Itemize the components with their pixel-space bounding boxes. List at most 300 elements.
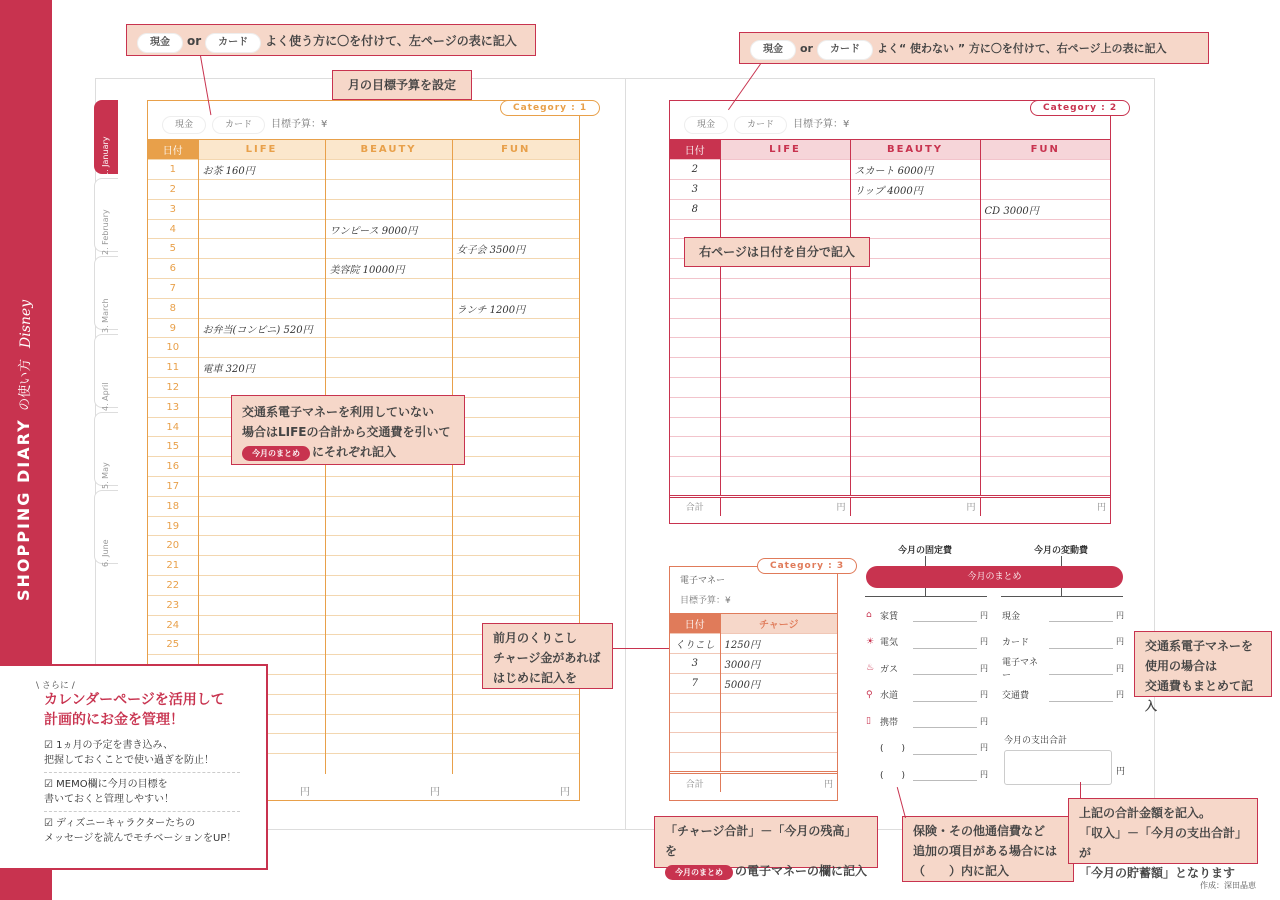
emoney-row [670,753,837,773]
right-entry-cell[interactable] [980,160,1110,180]
right-entry-cell[interactable] [720,397,850,417]
left-date-cell[interactable]: 19 [148,516,198,536]
emoney-date-cell[interactable] [670,733,720,753]
left-entry-cell[interactable] [325,338,452,358]
left-entry-cell[interactable] [325,655,452,675]
variable-cost-yen: 円 [1116,663,1124,673]
left-entry-cell[interactable] [452,417,579,437]
left-entry-cell[interactable] [325,635,452,655]
left-date-cell[interactable]: 16 [148,457,198,477]
emoney-charge-cell[interactable]: 5000円 [720,673,837,693]
right-entry-cell[interactable] [980,259,1110,279]
left-entry-cell[interactable] [325,576,452,596]
left-category-badge: Category : 1 [500,100,600,116]
left-entry-cell[interactable] [325,180,452,200]
left-entry-cell[interactable] [452,397,579,417]
right-total-yen: 円 [850,496,980,516]
left-payment-options [162,115,327,134]
left-entry-cell[interactable] [198,576,325,596]
right-entry-cell[interactable] [850,477,980,497]
left-entry-cell[interactable] [325,279,452,299]
fixed-cost-row [866,761,988,788]
left-date-cell[interactable]: 21 [148,556,198,576]
left-table-row [148,536,579,556]
variable-cost-field[interactable] [1049,635,1113,649]
left-entry-cell[interactable] [198,516,325,536]
left-date-cell[interactable]: 13 [148,397,198,417]
left-entry-cell[interactable] [452,279,579,299]
right-date-cell[interactable] [670,358,720,378]
left-entry-cell[interactable]: 美容院 10000円 [325,259,452,279]
right-entry-cell[interactable] [980,477,1110,497]
right-entry-cell[interactable] [850,279,980,299]
right-entry-cell[interactable] [980,437,1110,457]
left-entry-cell[interactable] [452,754,579,774]
left-date-cell[interactable]: 8 [148,298,198,318]
fixed-cost-label: 携帯 [880,717,899,728]
left-date-cell[interactable]: 5 [148,239,198,259]
total-expense-box[interactable] [1004,750,1112,785]
left-entry-cell[interactable] [452,199,579,219]
tab-january[interactable]: 1. January [94,100,118,174]
right-date-cell[interactable] [670,417,720,437]
right-date-cell[interactable] [670,437,720,457]
left-entry-cell[interactable] [198,239,325,259]
fixed-cost-icon: ⚲ [866,689,873,700]
variable-costs-label: 今月の変動費 [1034,546,1089,556]
emoney-total-label: 合計 [670,772,720,792]
left-entry-cell[interactable] [325,536,452,556]
right-entry-cell[interactable] [720,477,850,497]
left-entry-cell[interactable]: 電車 320円 [198,358,325,378]
fixed-cost-field[interactable] [913,688,977,702]
monthly-summary-bar: 今月のまとめ [866,566,1123,588]
fixed-cost-field[interactable] [913,767,977,781]
left-entry-cell[interactable]: ランチ 1200円 [452,298,579,318]
left-entry-cell[interactable] [452,477,579,497]
variable-cost-label: カード [1002,638,1030,649]
right-table-row [670,279,1110,299]
tips-title: カレンダーページを活用して 計画的にお金を管理！ [44,692,225,728]
right-entry-cell[interactable] [980,378,1110,398]
right-table-row [670,378,1110,398]
right-expense-table [669,139,1111,524]
right-date-cell[interactable] [670,219,720,239]
left-entry-cell[interactable] [325,199,452,219]
left-entry-cell[interactable] [198,199,325,219]
right-entry-cell[interactable] [980,457,1110,477]
left-date-cell[interactable]: 6 [148,259,198,279]
emoney-charge-cell[interactable] [720,753,837,773]
emoney-date-cell[interactable]: 7 [670,673,720,693]
left-date-cell[interactable]: 20 [148,536,198,556]
callout-transit: 交通系電子マネーを利用していない 場合はLIFEの合計から交通費を引いて 今月のまとめ にそれぞれ記入 [231,395,465,465]
right-entry-cell[interactable] [850,358,980,378]
right-entry-cell[interactable] [720,318,850,338]
left-entry-cell[interactable]: 女子会 3500円 [452,239,579,259]
left-entry-cell[interactable] [325,160,452,180]
right-table-row [670,437,1110,457]
right-date-cell[interactable] [670,477,720,497]
left-entry-cell[interactable] [452,595,579,615]
left-entry-cell[interactable] [325,477,452,497]
left-entry-cell[interactable] [198,536,325,556]
right-entry-cell[interactable] [850,457,980,477]
tip-item-1: ☑ 1ヵ月の予定を書き込み、 把握しておくことで使い過ぎを防止！ [44,734,240,773]
left-entry-cell[interactable] [452,556,579,576]
left-date-cell[interactable]: 3 [148,199,198,219]
emoney-charge-cell[interactable]: 1250円 [720,634,837,654]
fixed-cost-icon: ▯ [866,716,871,727]
right-date-cell[interactable] [670,457,720,477]
left-table-row [148,239,579,259]
left-table-row [148,318,579,338]
left-table-row [148,219,579,239]
left-entry-cell[interactable] [198,635,325,655]
right-table-row [670,457,1110,477]
right-entry-cell[interactable] [980,318,1110,338]
left-pill-card: カード [212,116,265,134]
fixed-cost-row [866,708,988,735]
left-entry-cell[interactable] [325,556,452,576]
right-entry-cell[interactable] [850,437,980,457]
right-date-cell[interactable]: 2 [670,160,720,180]
left-date-cell[interactable]: 12 [148,378,198,398]
fixed-cost-field[interactable] [913,741,977,755]
right-entry-cell[interactable] [850,378,980,398]
left-table-row [148,199,579,219]
total-expense-label: 今月の支出合計 [1004,736,1068,746]
fixed-cost-yen: 円 [980,743,988,753]
tab-april[interactable]: 4. April [94,334,118,408]
right-entry-cell[interactable] [720,457,850,477]
emoney-row [670,673,837,693]
right-entry-cell[interactable] [850,219,980,239]
fixed-cost-yen: 円 [980,663,988,673]
left-entry-cell[interactable] [325,615,452,635]
left-table-row [148,338,579,358]
left-table-row [148,298,579,318]
variable-cost-label: 現金 [1002,611,1021,622]
left-date-cell[interactable]: 11 [148,358,198,378]
right-entry-cell[interactable] [720,417,850,437]
callout-emoney: 交通系電子マネーを 使用の場合は 交通費もまとめて記入 [1134,631,1272,697]
left-date-cell[interactable]: 10 [148,338,198,358]
left-entry-cell[interactable] [325,754,452,774]
right-entry-cell[interactable] [720,279,850,299]
fixed-cost-field[interactable] [913,661,977,675]
left-date-cell[interactable]: 9 [148,318,198,338]
left-date-cell[interactable]: 22 [148,576,198,596]
left-entry-cell[interactable] [198,477,325,497]
left-entry-cell[interactable] [452,714,579,734]
emoney-charge-cell[interactable] [720,733,837,753]
left-entry-cell[interactable] [452,576,579,596]
right-total-yen: 円 [720,496,850,516]
right-date-cell[interactable]: 8 [670,199,720,219]
right-entry-cell[interactable]: スカート 6000円 [850,160,980,180]
fixed-cost-row [866,735,988,762]
left-entry-cell[interactable] [452,180,579,200]
left-th-fun: FUN [452,140,579,160]
left-entry-cell[interactable] [198,338,325,358]
left-table-row [148,496,579,516]
right-date-cell[interactable] [670,378,720,398]
variable-cost-field[interactable] [1049,661,1113,675]
variable-cost-yen: 円 [1116,637,1124,647]
right-entry-cell[interactable] [850,298,980,318]
right-entry-cell[interactable] [980,279,1110,299]
left-entry-cell[interactable] [452,259,579,279]
left-entry-cell[interactable] [198,298,325,318]
right-entry-cell[interactable] [720,219,850,239]
left-date-cell[interactable]: 2 [148,180,198,200]
callout-left-payment: 現金 or カード よく使う方に〇を付けて、左ページの表に記入 [126,24,536,56]
fixed-cost-icon: ♨ [866,663,875,674]
sidebar-title: SHOPPING DIARY の使い方 [14,358,33,601]
right-entry-cell[interactable]: リップ 4000円 [850,180,980,200]
emoney-date-cell[interactable]: くりこし [670,634,720,654]
left-entry-cell[interactable] [198,556,325,576]
left-table-row [148,516,579,536]
right-entry-cell[interactable] [850,199,980,219]
left-entry-cell[interactable] [325,734,452,754]
left-date-cell[interactable]: 23 [148,595,198,615]
tips-list [44,734,240,850]
fixed-cost-yen: 円 [980,610,988,620]
left-entry-cell[interactable] [452,160,579,180]
right-entry-cell[interactable] [720,378,850,398]
left-date-cell[interactable]: 17 [148,477,198,497]
left-entry-cell[interactable] [452,318,579,338]
right-entry-cell[interactable] [850,338,980,358]
left-yen-3: 円 [560,787,570,798]
left-entry-cell[interactable] [325,239,452,259]
right-entry-cell[interactable] [980,397,1110,417]
left-table-row [148,556,579,576]
right-pill-card: カード [734,116,787,134]
right-entry-cell[interactable] [720,180,850,200]
variable-cost-yen: 円 [1116,610,1124,620]
left-entry-cell[interactable] [452,536,579,556]
right-entry-cell[interactable] [850,417,980,437]
right-date-cell[interactable]: 3 [670,180,720,200]
callout-right-date: 右ページは日付を自分で記入 [684,237,870,267]
left-pill-cash: 現金 [162,116,206,134]
variable-cost-field[interactable] [1049,608,1113,622]
left-entry-cell[interactable] [325,516,452,536]
right-entry-cell[interactable] [720,358,850,378]
emoney-date-cell[interactable] [670,713,720,733]
tab-june[interactable]: 6. June [94,490,118,564]
callout-carryover: 前月のくりこし チャージ金があれば はじめに記入を [482,623,613,689]
emoney-row [670,634,837,654]
fixed-cost-label: 電気 [880,638,899,649]
right-date-cell[interactable] [670,397,720,417]
tab-may[interactable]: 5. May [94,412,118,486]
emoney-date-cell[interactable]: 3 [670,654,720,674]
left-entry-cell[interactable] [452,358,579,378]
fixed-cost-field[interactable] [913,608,977,622]
left-entry-cell[interactable] [325,298,452,318]
right-table-row [670,160,1110,180]
left-table-row [148,180,579,200]
right-entry-cell[interactable] [720,298,850,318]
variable-cost-yen: 円 [1116,690,1124,700]
right-entry-cell[interactable] [980,298,1110,318]
left-entry-cell[interactable] [325,358,452,378]
right-entry-cell[interactable] [980,180,1110,200]
right-entry-cell[interactable] [720,338,850,358]
variable-cost-row [1002,682,1124,709]
fixed-cost-label: 水道 [880,691,899,702]
right-entry-cell[interactable] [720,160,850,180]
emoney-charge-cell[interactable]: 3000円 [720,654,837,674]
left-entry-cell[interactable] [452,338,579,358]
left-date-cell[interactable]: 15 [148,437,198,457]
callout-charge: 「チャージ合計」－「今月の残高」を 今月のまとめ の電子マネーの欄に記入 [654,816,878,868]
fixed-costs-label: 今月の固定費 [898,546,953,556]
left-entry-cell[interactable] [198,259,325,279]
summary-pill: 今月のまとめ [242,446,310,461]
fixed-cost-label: 家賃 [880,611,899,622]
left-entry-cell[interactable] [452,457,579,477]
emoney-date-cell[interactable] [670,693,720,713]
fixed-cost-field[interactable] [913,635,977,649]
emoney-budget: 目標予算：¥ [680,596,731,606]
left-entry-cell[interactable] [198,180,325,200]
callout-target-budget: 月の目標予算を設定 [332,70,472,100]
left-entry-cell[interactable] [325,496,452,516]
left-entry-cell[interactable] [198,219,325,239]
left-entry-cell[interactable] [325,595,452,615]
diary-spine [625,78,626,830]
fixed-cost-row [866,682,988,709]
left-entry-cell[interactable] [452,734,579,754]
left-entry-cell[interactable] [198,595,325,615]
emoney-row [670,733,837,753]
emoney-row [670,654,837,674]
left-table-row [148,576,579,596]
left-date-cell[interactable]: 18 [148,496,198,516]
left-th-beauty: BEAUTY [325,140,452,160]
right-entry-cell[interactable] [980,219,1110,239]
left-entry-cell[interactable] [452,437,579,457]
right-total-row [670,496,1110,516]
right-table-row [670,397,1110,417]
right-entry-cell[interactable] [980,417,1110,437]
left-table-row [148,595,579,615]
right-date-cell[interactable] [670,279,720,299]
left-date-cell[interactable]: 1 [148,160,198,180]
right-table-row [670,358,1110,378]
fixed-cost-row [866,602,988,629]
right-budget: 目標予算：¥ [793,119,850,130]
emoney-th-date: 日付 [670,614,720,634]
tips-kicker: さらに [41,681,69,691]
left-entry-cell[interactable] [452,378,579,398]
left-entry-cell[interactable] [452,516,579,536]
left-date-cell[interactable]: 7 [148,279,198,299]
left-th-life: LIFE [198,140,325,160]
left-table-row [148,279,579,299]
left-table-row [148,477,579,497]
left-entry-cell[interactable] [452,694,579,714]
right-entry-cell[interactable] [720,199,850,219]
left-entry-cell[interactable] [325,318,452,338]
right-date-cell[interactable] [670,338,720,358]
right-entry-cell[interactable] [850,397,980,417]
tip-item-2: ☑ MEMO欄に今月の目標を 書いておくと管理しやすい！ [44,773,240,812]
right-entry-cell[interactable] [980,338,1110,358]
emoney-charge-cell[interactable] [720,693,837,713]
right-th-date: 日付 [670,140,720,160]
left-entry-cell[interactable] [198,496,325,516]
right-entry-cell[interactable] [980,239,1110,259]
pill-cash-right: 現金 [750,40,796,60]
fixed-cost-field[interactable] [913,714,977,728]
left-entry-cell[interactable]: ワンピース 9000円 [325,219,452,239]
fixed-cost-icon: ☀ [866,636,875,647]
variable-cost-row [1002,602,1124,629]
right-entry-cell[interactable]: CD 3000円 [980,199,1110,219]
right-date-cell[interactable] [670,298,720,318]
emoney-date-cell[interactable] [670,753,720,773]
fixed-cost-list [866,602,988,788]
left-date-cell[interactable]: 24 [148,615,198,635]
right-entry-cell[interactable] [720,437,850,457]
pill-cash: 現金 [137,33,183,53]
tip-item-3: ☑ ディズニーキャラクターたちの メッセージを読んでモチベーションをUP！ [44,818,237,844]
left-entry-cell[interactable] [325,714,452,734]
left-entry-cell[interactable] [325,675,452,695]
right-payment-options [684,115,849,134]
pill-card-right: カード [817,40,873,60]
right-entry-cell[interactable] [980,358,1110,378]
fixed-cost-label: ( ) [880,770,906,781]
right-pill-cash: 現金 [684,116,728,134]
total-expense-yen: 円 [1116,767,1126,777]
variable-cost-row [1002,655,1124,682]
left-date-cell[interactable]: 14 [148,417,198,437]
pill-card: カード [205,33,261,53]
emoney-th-charge: チャージ [720,614,837,634]
right-table-row [670,199,1110,219]
left-entry-cell[interactable] [198,279,325,299]
left-entry-cell[interactable] [452,219,579,239]
left-date-cell[interactable]: 4 [148,219,198,239]
callout-total: 上記の合計金額を記入。 「収入」－「今月の支出合計」が 「今月の貯蓄額」となります [1068,798,1258,864]
emoney-total-yen[interactable]: 円 [720,772,837,792]
right-entry-cell[interactable] [850,318,980,338]
variable-cost-field[interactable] [1049,688,1113,702]
tab-march[interactable]: 3. March [94,256,118,330]
emoney-total-row [670,772,837,792]
tab-february[interactable]: 2. February [94,178,118,252]
left-date-cell[interactable]: 25 [148,635,198,655]
right-date-cell[interactable] [670,318,720,338]
left-entry-cell[interactable] [325,694,452,714]
fixed-cost-label: ( ) [880,744,906,755]
left-entry-cell[interactable] [198,615,325,635]
left-entry-cell[interactable] [452,496,579,516]
fixed-cost-yen: 円 [980,716,988,726]
summary-pill-2: 今月のまとめ [665,865,733,880]
left-entry-cell[interactable]: お茶 160円 [198,160,325,180]
left-table-row [148,160,579,180]
left-entry-cell[interactable]: お弁当(コンビニ) 520円 [198,318,325,338]
emoney-charge-cell[interactable] [720,713,837,733]
